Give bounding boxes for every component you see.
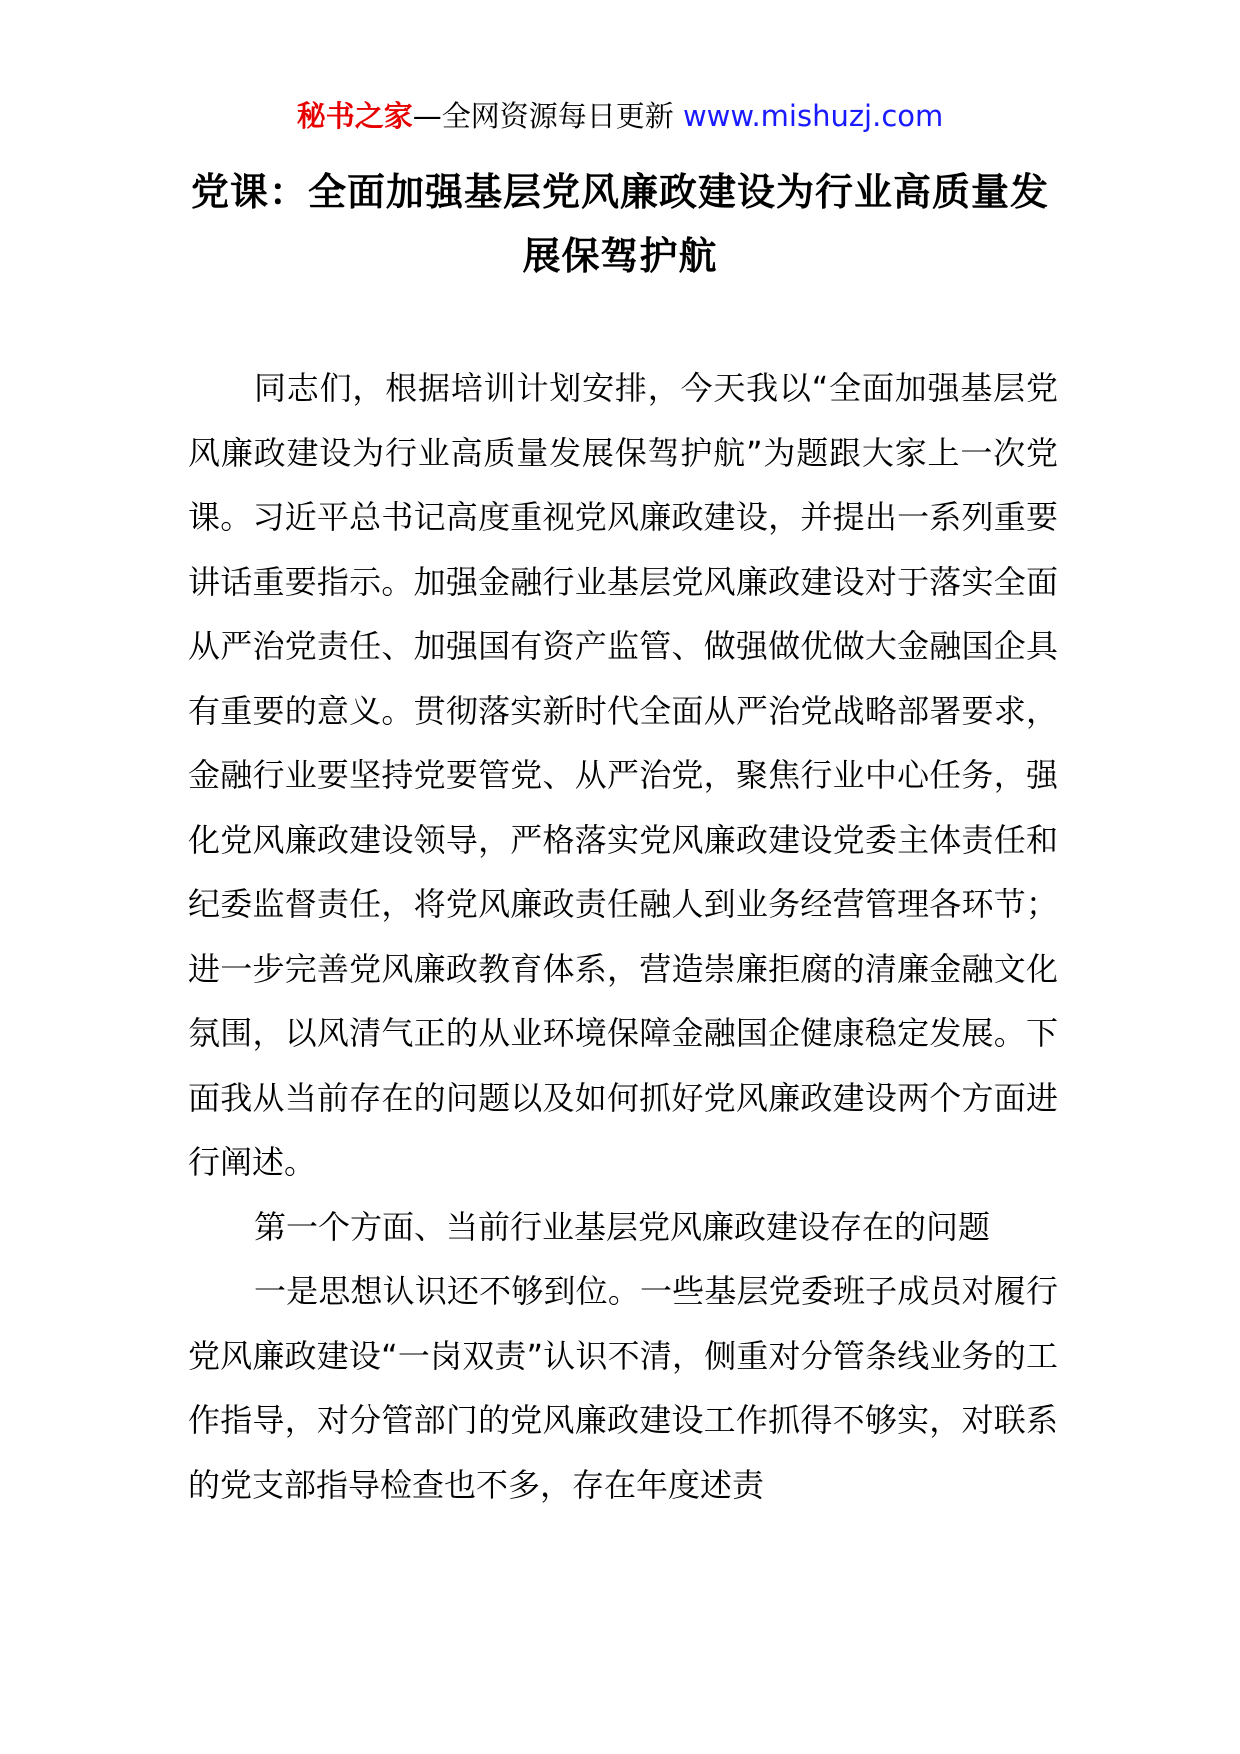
- document-body: [188, 356, 1058, 1517]
- document-title: 党课：全面加强基层党风廉政建设为行业高质量发展保驾护航: [190, 170, 1049, 278]
- header-slogan: —全网资源每日更新: [412, 99, 674, 133]
- site-header: [0, 96, 1240, 136]
- paragraph-intro: 同志们，根据培训计划安排，今天我以“全面加强基层党风廉政建设为行业高质量发展保驾护航”为题跟大家上一次党课。习近平总书记高度重视党风廉政建设，并提出一系列重要讲话重要指示。加强金融行业基层党风廉政建设对于落实全面从严治党责任、加强国有资产监管、做强做优做大金融国企具有重要的意义。贯彻落实新时代全面从严治党战略部署要求，金融行业要坚持党要管党、从严治党，聚焦行业中心任务，强化党风廉政建设领导，严格落实党风廉政建设党委主体责任和纪委监督责任，将党风廉政责任融人到业务经营管理各环节；进一步完善党风廉政教育体系，营造崇廉拒腐的清廉金融文化氛围，以风清气正的从业环境保障金融国企健康稳定发展。下面我从当前存在的问题以及如何抓好党风廉政建设两个方面进行阐述。: [188, 369, 1058, 1181]
- section-heading-1: 第一个方面、当前行业基层党风廉政建设存在的问题: [254, 1207, 991, 1246]
- site-url-link[interactable]: www.mishuzj.com: [682, 99, 944, 133]
- brand-name: 秘书之家: [296, 99, 413, 133]
- paragraph-point-1: 一是思想认识还不够到位。一些基层党委班子成员对履行党风廉政建设“一岗双责”认识不清，侧重对分管条线业务的工作指导，对分管部门的党风廉政建设工作抓得不够实，对联系的党支部指导检查也不多，存在年度述责: [188, 1272, 1058, 1504]
